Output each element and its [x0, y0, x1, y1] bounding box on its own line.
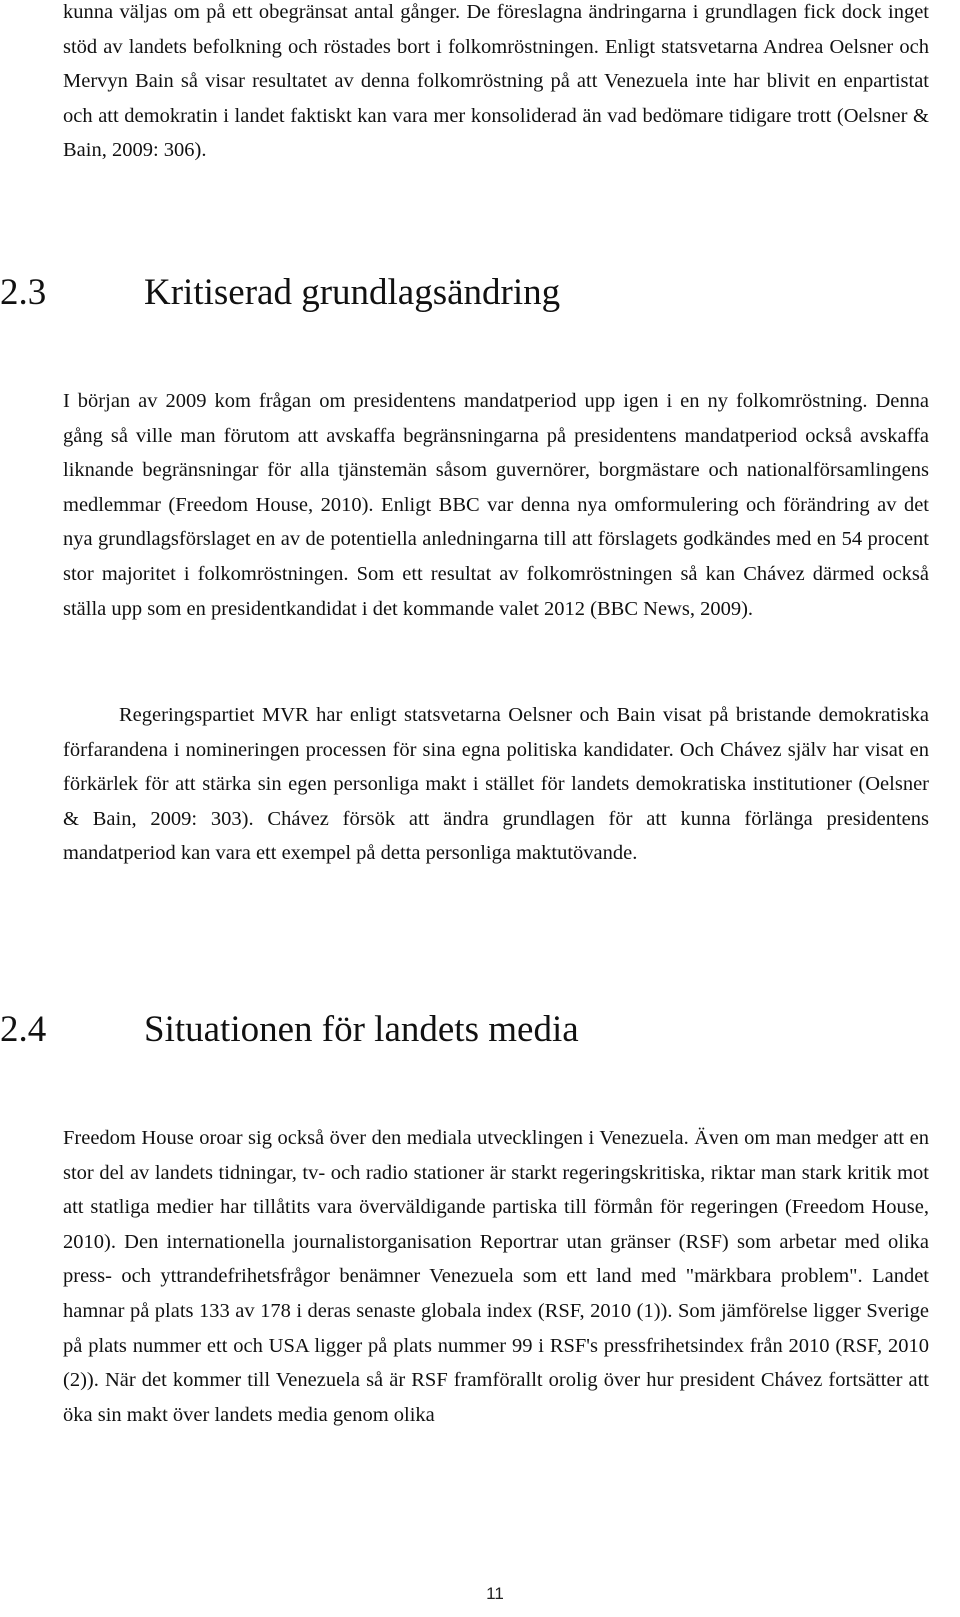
- paragraph-mvr-text: Regeringspartiet MVR har enligt statsvetarna Oelsner och Bain visat på bristande demokratiska förfarandena i nomineringen processen för sina egna politiska kandidater. Och Chávez själv har visat en förkärlek för att stärka sin egen personliga makt i stället för landets demokratiska institutioner (Oelsner & Bain, 2009: 303). Chávez försök att ändra grundlagen för att kunna förlänga presidentens mandatperiod kan vara ett exempel på detta personliga maktutövande.: [63, 704, 929, 865]
- paragraph-referendum-2009: I början av 2009 kom frågan om presidentens mandatperiod upp igen i en ny folkomröstning. Denna gång så ville man förutom att avskaffa begränsningarna på presidentens mandatperiod också avskaffa liknande begränsningar för alla tjänstemän såsom guvernörer, borgmästare och nationalförsamlingens medlemmar (Freedom House, 2010). Enligt BBC var denna nya omformulering och förändring av det nya grundlagsförslaget en av de potentiella anledningarna till att förslagets godkändes med en 54 procent stor majoritet i folkomröstningen. Som ett resultat av folkomröstningen så kan Chávez därmed också ställa upp som en presidentkandidat i det kommande valet 2012 (BBC News, 2009).: [63, 390, 929, 620]
- section-title: Situationen för landets media: [144, 1009, 579, 1050]
- section-number: 2.4: [0, 1009, 47, 1050]
- section-heading-2-4: [0, 1008, 579, 1052]
- section-title: Kritiserad grundlagsändring: [144, 272, 561, 313]
- paragraph-media-situation: Freedom House oroar sig också över den mediala utvecklingen i Venezuela. Även om man medger att en stor del av landets tidningar, tv- och radio stationer är starkt regeringskritiska, riktar man stark kritik mot att statliga medier har tillåtits vara överväldigande partiska till förmån för regeringen (Freedom House, 2010). Den internationella journalistorganisation Reportrar utan gränser (RSF) som arbetar med olika press- och yttrandefrihetsfrågor benämner Venezuela som ett land med "märkbara problem". Landet hamnar på plats 133 av 178 i deras senaste globala index (RSF, 2010 (1)). Som jämförelse ligger Sverige på plats nummer ett och USA ligger på plats nummer 99 i RSF's pressfrihetsindex från 2010 (RSF, 2010 (2)). När det kommer till Venezuela så är RSF framförallt orolig över hur president Chávez fortsätter att öka sin makt över landets media genom olika: [63, 1127, 929, 1426]
- section-number: 2.3: [0, 272, 47, 313]
- paragraph-mvr-party: [63, 698, 929, 871]
- paragraph-intro: kunna väljas om på ett obegränsat antal gånger. De föreslagna ändringarna i grundlagen fick dock inget stöd av landets befolkning och röstades bort i folkomröstningen. Enligt statsvetarna Andrea Oelsner och Mervyn Bain så visar resultatet av denna folkomröstning på att Venezuela inte har blivit en enpartistat och att demokratin i landet faktiskt kan vara mer konsoliderad än vad bedömare tidigare trott (Oelsner & Bain, 2009: 306).: [63, 1, 929, 162]
- page-number: 11: [486, 1584, 504, 1603]
- section-heading-2-3: [0, 271, 560, 315]
